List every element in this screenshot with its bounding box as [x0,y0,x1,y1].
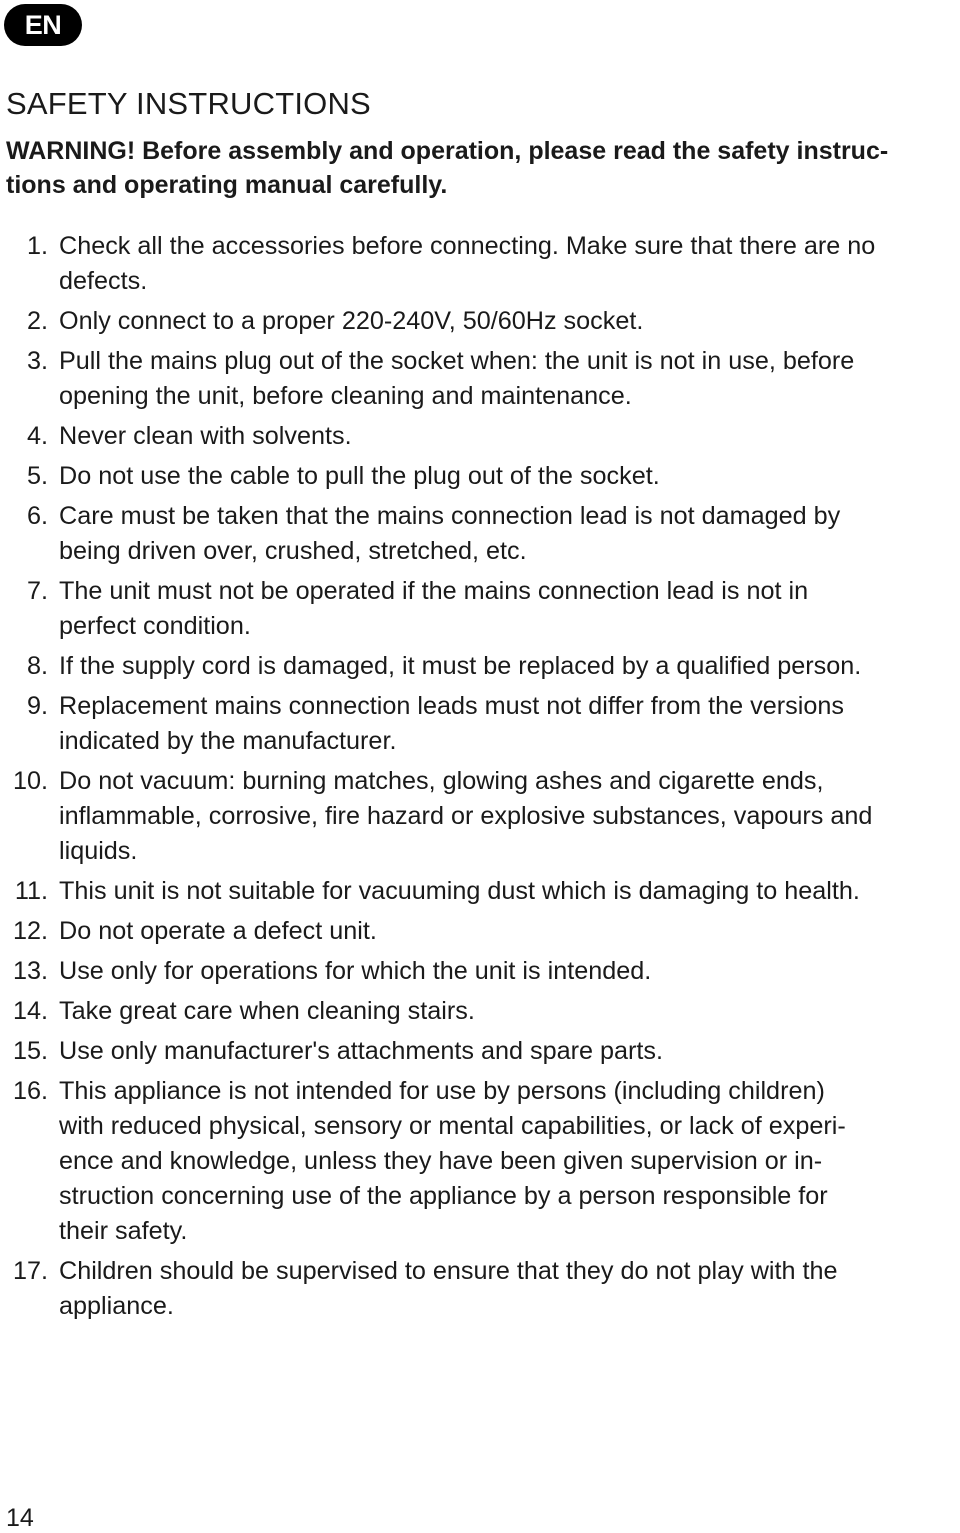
list-item-number: 10. [12,767,48,795]
list-item [0,764,960,869]
list-item [0,914,960,949]
list-item [0,689,960,759]
list-item-number: 17. [12,1257,48,1285]
list-item-text-line: ence and knowledge, unless they have been given supervision or in- [59,1147,823,1175]
list-item-text-line: inflammable, corrosive, fire hazard or explosive substances, vapours and [59,802,873,830]
list-item-text-line: being driven over, crushed, stretched, etc. [59,537,527,565]
page-number: 14 [6,1504,34,1532]
list-item-text-line: Take great care when cleaning stairs. [59,997,475,1025]
list-item [0,649,960,684]
list-item-text-line: Do not vacuum: burning matches, glowing ashes and cigarette ends, [59,767,824,795]
list-item-text-line: appliance. [59,1292,174,1320]
list-item-number: 3. [26,347,48,375]
list-item [0,419,960,454]
list-item-text-line: defects. [59,267,148,295]
list-item [0,1034,960,1069]
list-item-text-line: Use only for operations for which the unit is intended. [59,957,652,985]
safety-instructions-list [0,229,960,1329]
list-item-number: 1. [26,232,48,260]
list-item-text-line: Children should be supervised to ensure that they do not play with the [59,1257,838,1285]
list-item-text-line: This unit is not suitable for vacuuming dust which is damaging to health. [59,877,860,905]
warning-line-2: tions and operating manual carefully. [6,171,448,199]
list-item-text-line: Only connect to a proper 220-240V, 50/60Hz socket. [59,307,644,335]
list-item-text-line: liquids. [59,837,138,865]
list-item-text-line: Do not operate a defect unit. [59,917,377,945]
list-item [0,994,960,1029]
list-item-text-line: opening the unit, before cleaning and maintenance. [59,382,632,410]
warning-text [6,134,951,202]
list-item-text-line: with reduced physical, sensory or mental capabilities, or lack of experi- [59,1112,846,1140]
list-item [0,344,960,414]
list-item [0,229,960,299]
list-item [0,874,960,909]
list-item-number: 5. [26,462,48,490]
list-item-text-line: Care must be taken that the mains connection lead is not damaged by [59,502,841,530]
list-item-number: 7. [26,577,48,605]
list-item-number: 13. [12,957,48,985]
language-badge: EN [4,4,82,46]
list-item-text-line: indicated by the manufacturer. [59,727,397,755]
list-item-number: 4. [26,422,48,450]
list-item-number: 14. [12,997,48,1025]
list-item-text-line: their safety. [59,1217,188,1245]
list-item-text-line: This appliance is not intended for use by persons (including children) [59,1077,825,1105]
list-item-number: 12. [12,917,48,945]
list-item-number: 15. [12,1037,48,1065]
list-item-text-line: Use only manufacturer's attachments and spare parts. [59,1037,664,1065]
list-item-number: 6. [26,502,48,530]
list-item-text-line: Replacement mains connection leads must not differ from the versions [59,692,844,720]
warning-line-1: WARNING! Before assembly and operation, please read the safety instruc- [6,137,889,165]
list-item [0,574,960,644]
page-title: SAFETY INSTRUCTIONS [6,86,371,121]
list-item-text-line: If the supply cord is damaged, it must be replaced by a qualified person. [59,652,862,680]
list-item-text-line: Check all the accessories before connecting. Make sure that there are no [59,232,876,260]
list-item [0,1074,960,1249]
list-item-number: 11. [14,877,48,905]
list-item [0,1254,960,1324]
list-item-text-line: struction concerning use of the appliance by a person responsible for [59,1182,828,1210]
list-item [0,459,960,494]
list-item-text-line: Pull the mains plug out of the socket when: the unit is not in use, before [59,347,855,375]
list-item [0,304,960,339]
list-item-text-line: The unit must not be operated if the mains connection lead is not in [59,577,809,605]
list-item-number: 8. [26,652,48,680]
list-item-text-line: perfect condition. [59,612,251,640]
list-item-text-line: Do not use the cable to pull the plug out of the socket. [59,462,660,490]
list-item-text-line: Never clean with solvents. [59,422,352,450]
list-item-number: 9. [26,692,48,720]
list-item-number: 16. [12,1077,48,1105]
list-item-number: 2. [26,307,48,335]
list-item [0,499,960,569]
list-item [0,954,960,989]
